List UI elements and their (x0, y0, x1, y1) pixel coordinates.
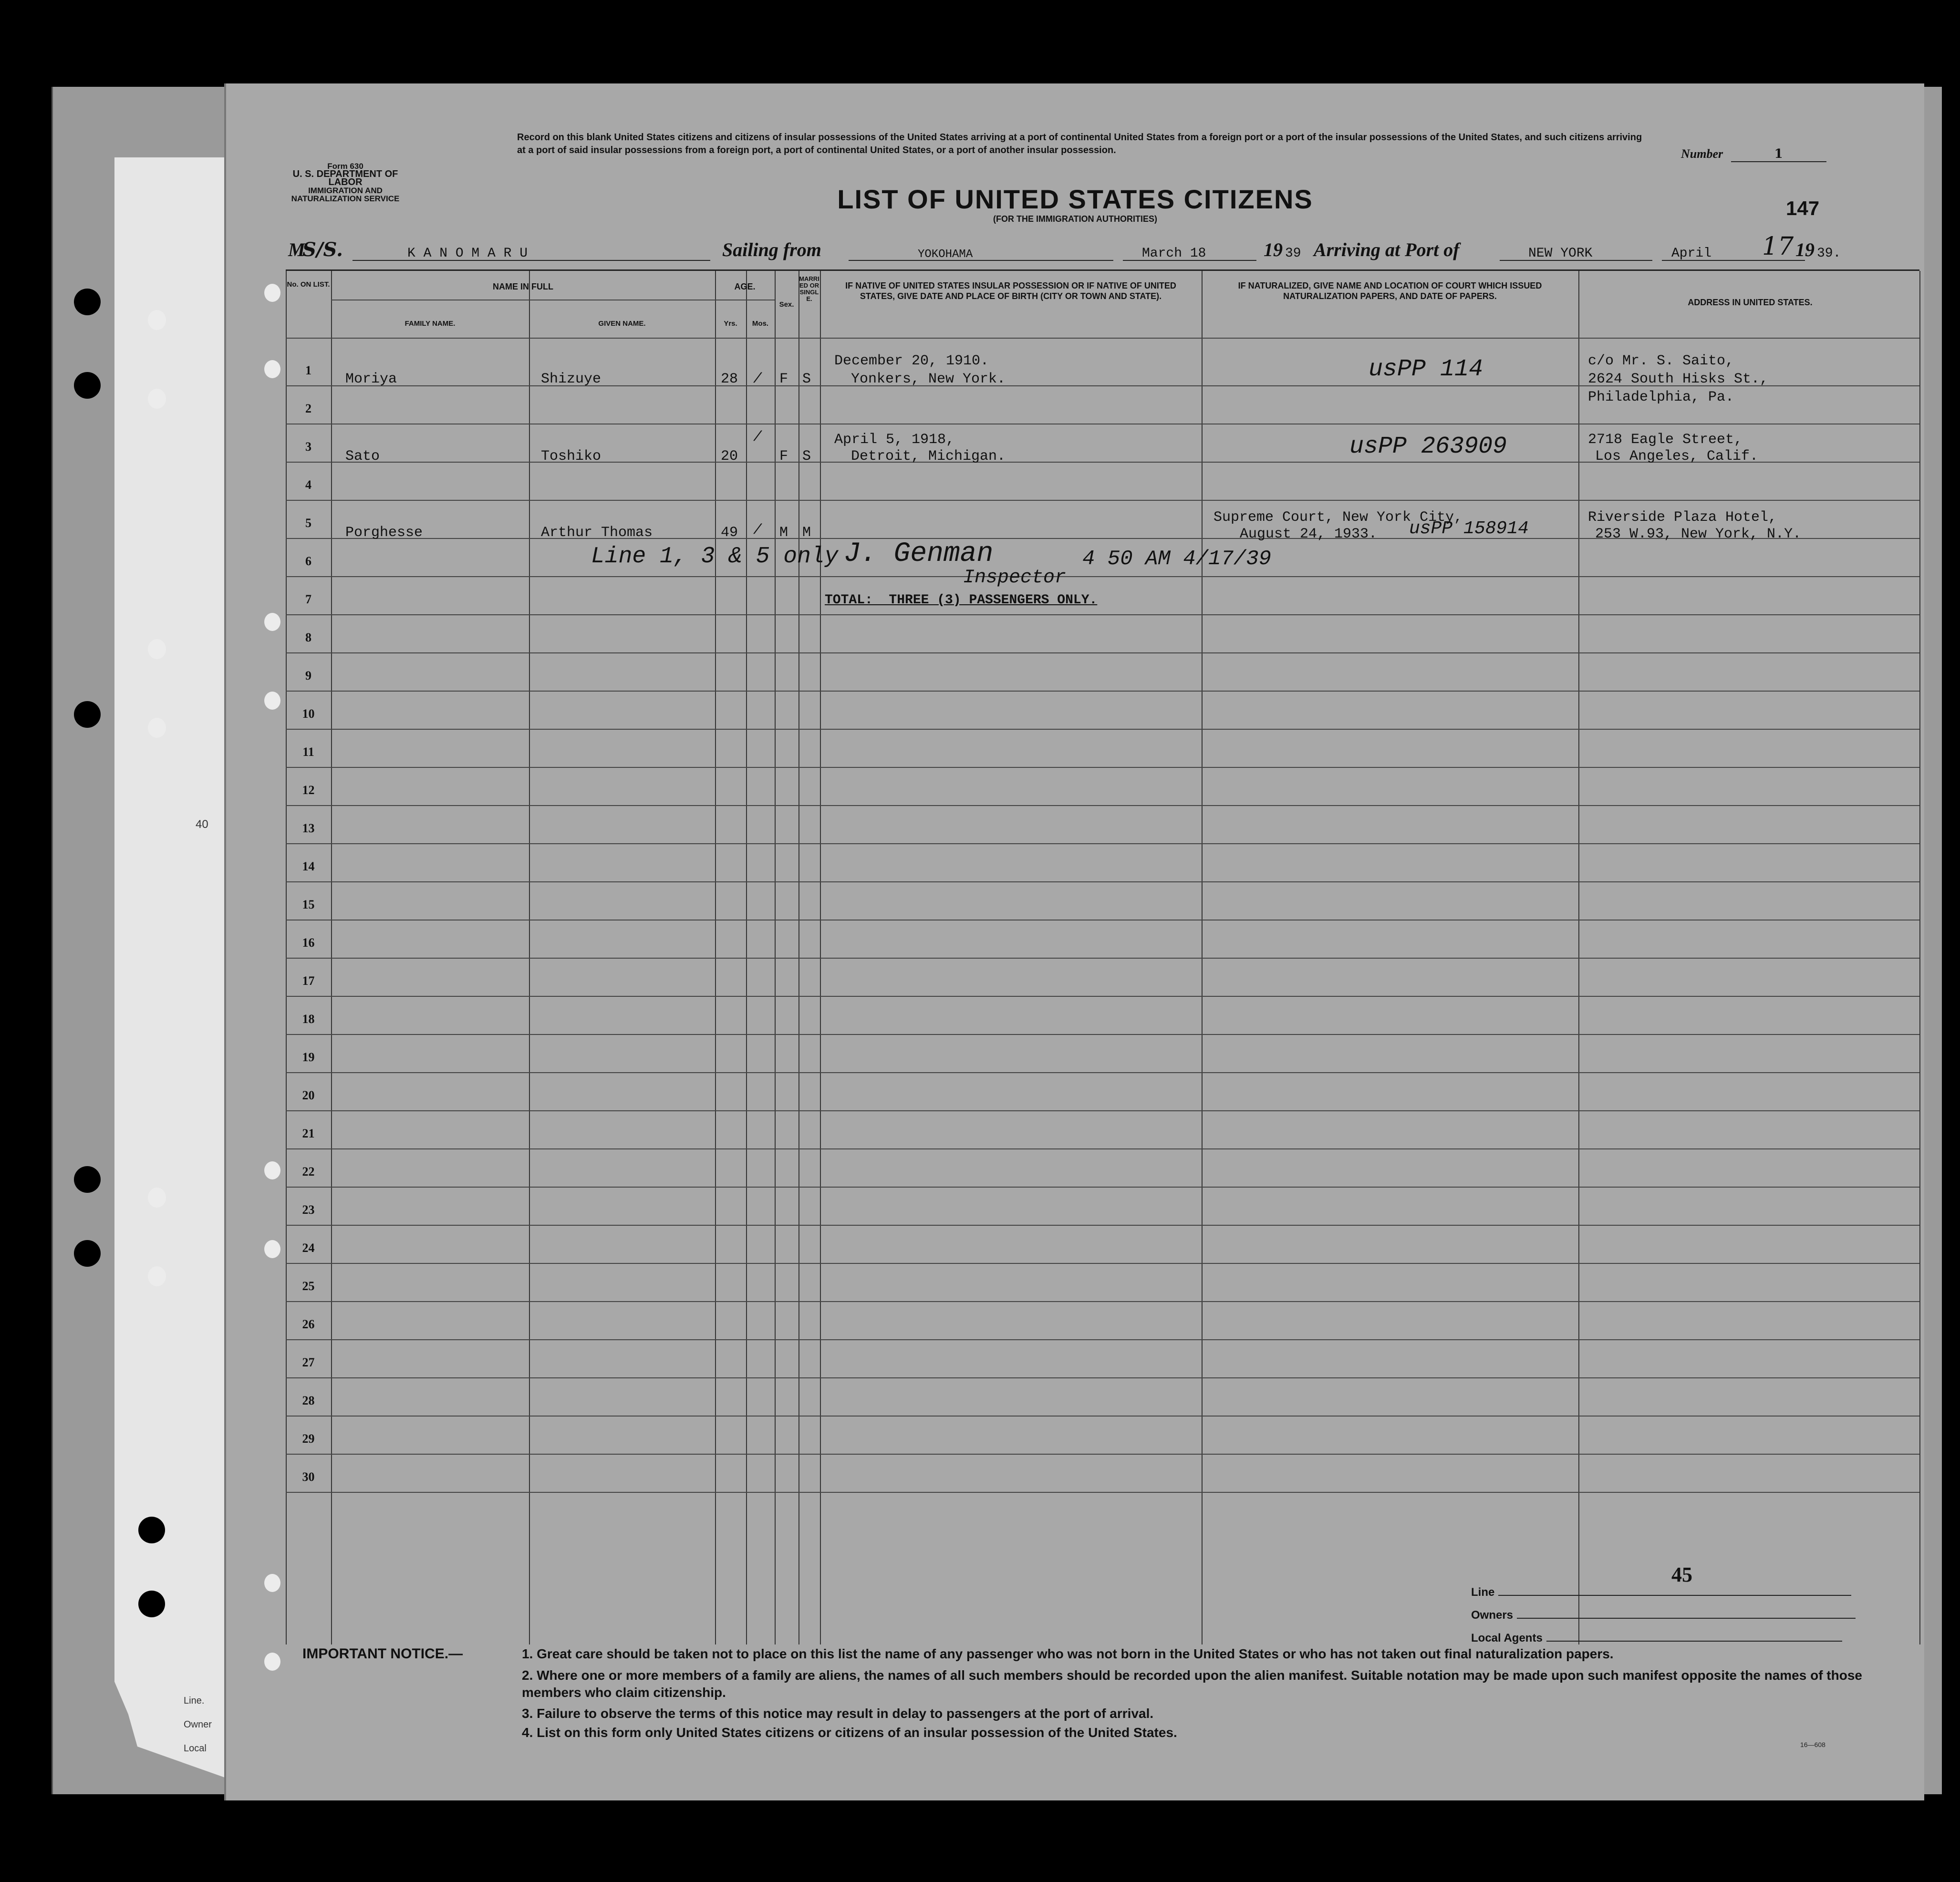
depart-year: 39 (1285, 246, 1301, 261)
row-rule (286, 576, 1919, 577)
punch-hole (264, 613, 280, 631)
torn-paper-slip (114, 157, 229, 1779)
p2-marital: S (802, 448, 811, 465)
row-rule (286, 843, 1919, 844)
p1-address-line3: Philadelphia, Pa. (1588, 389, 1734, 405)
punch-hole (264, 284, 280, 302)
row-rule (286, 958, 1919, 959)
row-rule (286, 1377, 1919, 1378)
punch-hole (74, 1240, 101, 1267)
row-rule (286, 996, 1919, 997)
p3-address-line2: 253 W.93, New York, N.Y. (1595, 526, 1802, 542)
punch-hole (148, 639, 166, 659)
p3-passport-note: usPP 158914 (1409, 518, 1529, 539)
p3-age-mos: / (753, 522, 762, 538)
underlying-line-label: Line. (184, 1696, 205, 1706)
p3-court: Supreme Court, New York City, (1213, 509, 1463, 526)
col-header-age: AGE. (734, 282, 756, 291)
form-subtitle: (FOR THE IMMIGRATION AUTHORITIES) (993, 214, 1157, 224)
row-number: 11 (302, 745, 314, 759)
underlying-owners-label: Owner (184, 1719, 212, 1730)
col-header-sex: Sex. (779, 300, 794, 309)
header-rule (286, 338, 1919, 339)
p1-age-mos: / (753, 371, 762, 387)
sailing-from-label: Sailing from (722, 239, 821, 260)
p3-sex: M (779, 525, 788, 541)
row-number: 17 (302, 974, 315, 988)
p1-address-line1: c/o Mr. S. Saito, (1588, 353, 1734, 369)
depart-date: March 18 (1142, 246, 1206, 261)
punch-hole (138, 1591, 165, 1617)
arrival-month: April (1671, 246, 1712, 261)
p2-age-yrs: 20 (721, 448, 738, 465)
notice-item-3: 3. Failure to observe the terms of this notice may result in delay to passengers at the port of arrival. (522, 1706, 1154, 1721)
row-rule (286, 1339, 1919, 1340)
row-number: 25 (302, 1279, 315, 1293)
number-label: Number (1681, 147, 1723, 161)
row-rule (286, 614, 1919, 615)
row-number: 23 (302, 1203, 315, 1217)
row-rule (286, 767, 1919, 768)
p2-passport-note: usPP 263909 (1349, 433, 1507, 460)
row-rule (286, 805, 1919, 806)
row-rule (286, 1416, 1919, 1417)
p3-papers-date: August 24, 1933. (1240, 526, 1378, 542)
row-rule (286, 1110, 1919, 1111)
arrival-port: NEW YORK (1528, 246, 1593, 261)
inspector-signature: J. Genman (844, 538, 994, 569)
row-number: 21 (302, 1127, 315, 1140)
column-rule (1919, 271, 1920, 1644)
row-number: 6 (305, 554, 311, 568)
inspection-time: 4 50 AM 4/17/39 (1082, 547, 1272, 571)
row-rule (286, 500, 1919, 501)
service-name: IMMIGRATION AND NATURALIZATION SERVICE (291, 186, 400, 203)
p3-given-name: Arthur Thomas (541, 525, 653, 541)
line-blank (1498, 1595, 1851, 1596)
col-header-birth: IF NATIVE OF UNITED STATES INSULAR POSSESSION OR IF NATIVE OF UNITED STATES, GIVE DATE AND PLACE OF BIRTH (CITY OR TOWN AND STATE). (845, 281, 1176, 301)
row-rule (286, 1263, 1919, 1264)
row-rule (286, 1301, 1919, 1302)
punch-hole (74, 289, 101, 315)
row-rule (286, 1072, 1919, 1073)
ms-value: S/S. (302, 238, 343, 261)
row-number: 26 (302, 1317, 315, 1331)
row-number: 8 (305, 631, 311, 644)
row-number: 13 (302, 821, 315, 835)
agents-block (1471, 1586, 1856, 1655)
owners-blank (1517, 1618, 1856, 1619)
department-name: U. S. DEPARTMENT OF LABOR (292, 169, 398, 187)
p2-age-mos: / (753, 429, 762, 445)
p2-given-name: Toshiko (541, 448, 601, 465)
p1-age-yrs: 28 (721, 371, 738, 387)
row-rule (286, 1187, 1919, 1188)
list-number-field (1681, 147, 1826, 162)
row-number: 24 (302, 1241, 315, 1255)
punch-hole (148, 1188, 166, 1208)
notice-item-1: 1. Great care should be taken not to place on this list the name of any passenger who was not born in the United States or who has not taken out final naturalization papers. (522, 1646, 1614, 1661)
row-number: 4 (305, 478, 311, 492)
p1-given-name: Shizuye (541, 371, 601, 387)
col-header-address: ADDRESS IN UNITED STATES. (1688, 298, 1813, 307)
punch-hole (264, 1574, 280, 1592)
local-agents-label: Local Agents (1471, 1632, 1543, 1644)
p1-passport-note: usPP 114 (1369, 356, 1483, 383)
notice-item-2: 2. Where one or more members of a family are aliens, the names of all such members should be recorded upon the alien manifest. Suitable notation may be made upon such manifest opposite the names of those members who claim citizenship. (522, 1668, 1862, 1700)
arrival-year-prefix: 19 (1795, 239, 1815, 260)
punch-hole (264, 692, 280, 710)
punch-hole (264, 1240, 280, 1258)
col-header-mos: Mos. (752, 320, 769, 328)
row-rule (286, 652, 1919, 653)
p1-address-line2: 2624 South Hisks St., (1588, 371, 1769, 387)
from-port: YOKOHAMA (918, 248, 973, 261)
col-header-family: FAMILY NAME. (404, 320, 456, 328)
passenger-grid (286, 269, 1919, 1644)
row-number: 28 (302, 1394, 315, 1407)
col-header-name: NAME IN FULL (493, 282, 553, 291)
total-passengers: TOTAL: THREE (3) PASSENGERS ONLY. (825, 593, 1098, 608)
punch-hole (74, 701, 101, 728)
inspector-title: Inspector (963, 567, 1067, 589)
col-header-yrs: Yrs. (724, 320, 737, 328)
page-number: 147 (1786, 197, 1820, 219)
row-number: 3 (305, 440, 311, 454)
row-number: 22 (302, 1165, 315, 1179)
p1-sex: F (779, 371, 788, 387)
row-number: 30 (302, 1470, 315, 1484)
record-instructions: Record on this blank United States citizens and citizens of insular possessions of the United States arriving at a port of continental United States from a foreign port or a port of the insular possessions of the United States, and such citizens arriving at a port of said insular possessions from a foreign port, a port of continental United States, or a port of another insular possession. (517, 132, 1642, 155)
punch-hole (264, 1161, 280, 1179)
row-number: 20 (302, 1088, 315, 1102)
row-number: 10 (302, 707, 315, 721)
line-label: Line (1471, 1586, 1495, 1599)
punch-hole (74, 372, 101, 399)
printer-code: 16—608 (1800, 1741, 1825, 1748)
arriving-label: Arriving at Port of (1314, 239, 1460, 260)
from-port-blank (849, 260, 1113, 261)
punch-hole (148, 389, 166, 409)
vessel-name: K A N O M A R U (407, 246, 528, 261)
col-header-naturalized: IF NATURALIZED, GIVE NAME AND LOCATION OF COURT WHICH ISSUED NATURALIZATION PAPERS, AND DATE OF PAPERS. (1238, 281, 1542, 301)
underlying-margin-number: 40 (196, 818, 208, 831)
p3-address-line1: Riverside Plaza Hotel, (1588, 509, 1777, 526)
local-agents-blank (1546, 1641, 1842, 1642)
row-rule (286, 729, 1919, 730)
p2-address-line1: 2718 Eagle Street, (1588, 432, 1743, 448)
col-header-married: MARRIED OR SINGLE. (799, 275, 819, 302)
vessel-name-blank (353, 260, 710, 261)
p3-age-yrs: 49 (721, 525, 738, 541)
punch-hole (264, 360, 280, 378)
p1-family-name: Moriya (345, 371, 397, 387)
p1-birth-place: Yonkers, New York. (851, 371, 1006, 387)
p3-marital: M (802, 525, 811, 541)
p2-birth-place: Detroit, Michigan. (851, 448, 1006, 465)
owners-label: Owners (1471, 1609, 1514, 1622)
p1-birth-date: December 20, 1910. (834, 353, 989, 369)
row-rule (286, 1225, 1919, 1226)
punch-hole (138, 1517, 165, 1543)
row-number: 16 (302, 936, 315, 950)
punch-hole (74, 1166, 101, 1193)
handwritten-line-note: Line 1, 3 & 5 only (591, 544, 839, 569)
p3-family-name: Porghesse (345, 525, 423, 541)
p2-family-name: Sato (345, 448, 380, 465)
arrival-year: 39. (1817, 246, 1841, 261)
row-number: 29 (302, 1432, 315, 1446)
row-rule (286, 691, 1919, 692)
p2-sex: F (779, 448, 788, 465)
p2-birth-date: April 5, 1918, (834, 432, 955, 448)
row-rule (286, 1492, 1919, 1493)
row-number: 12 (302, 783, 315, 797)
col-header-given: GIVEN NAME. (598, 320, 646, 328)
punch-hole (148, 310, 166, 330)
folio-number: 45 (1671, 1563, 1692, 1586)
punch-hole (148, 718, 166, 738)
col-header-no: No. ON LIST. (287, 280, 330, 289)
row-number: 14 (302, 859, 315, 873)
row-rule (286, 1148, 1919, 1149)
depart-year-prefix: 19 (1264, 239, 1283, 260)
manifest-sheet (224, 83, 1924, 1800)
row-number: 9 (305, 669, 311, 682)
row-number: 18 (302, 1012, 315, 1026)
vessel-line (288, 232, 1877, 265)
punch-hole (264, 1653, 280, 1671)
row-rule (286, 1034, 1919, 1035)
row-number: 19 (302, 1050, 315, 1064)
row-number: 1 (305, 363, 311, 377)
row-number: 27 (302, 1355, 315, 1369)
form-title: LIST OF UNITED STATES CITIZENS (837, 184, 1313, 214)
p1-marital: S (802, 371, 811, 387)
underlying-local-label: Local (184, 1743, 207, 1754)
ms-label: M (288, 239, 305, 260)
row-number: 2 (305, 402, 311, 415)
row-number: 5 (305, 516, 311, 530)
arrival-day: 17 (1762, 232, 1794, 261)
row-rule (286, 881, 1919, 882)
notice-item-4: 4. List on this form only United States citizens or citizens of an insular possession of the United States. (522, 1725, 1177, 1740)
p2-address-line2: Los Angeles, Calif. (1595, 448, 1759, 465)
row-number: 15 (302, 898, 315, 911)
punch-hole (148, 1266, 166, 1286)
number-value: 1 (1731, 147, 1826, 162)
row-number: 7 (305, 592, 311, 606)
form-number: Form 630 (327, 162, 363, 171)
notice-heading: IMPORTANT NOTICE.— (302, 1646, 463, 1662)
row-rule (286, 1454, 1919, 1455)
